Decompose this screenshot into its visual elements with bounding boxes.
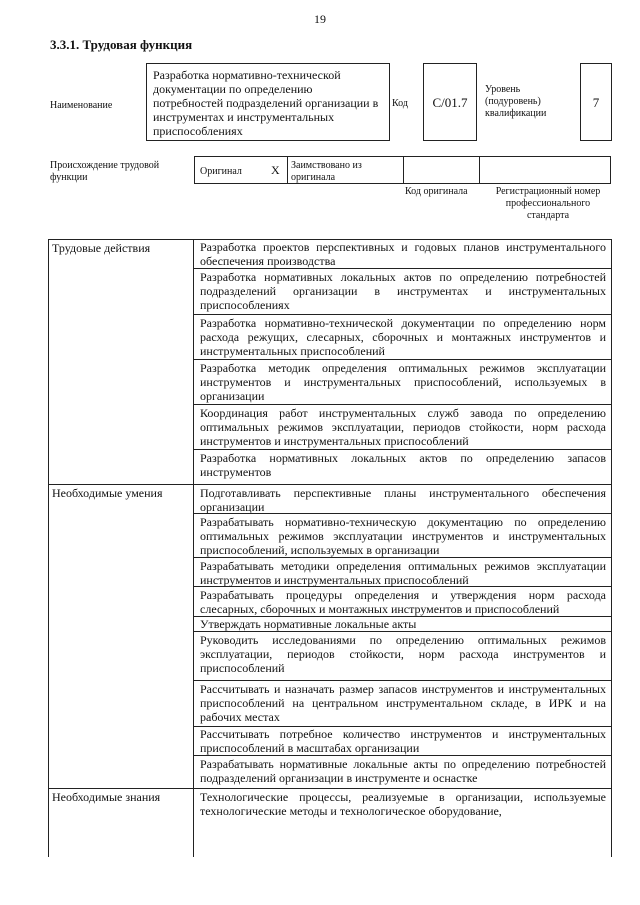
knowledge-item: Технологические процессы, реализуемые в организации, используемые технологические методы и технологическое оборудование, [200, 790, 606, 818]
labor-action-item: Координация работ инструментальных служб завода по определению оптимальных режимов эксплуатации, периодов стойкости, норм расхода инструментов и инструментальных приспособлений [200, 406, 606, 448]
original-label: Оригинал [200, 166, 242, 177]
skill-item: Рассчитывать и назначать размер запасов инструментов и инструментальных приспособлений на центральном инструментальном складе, в ИРК и на рабочих местах [200, 682, 606, 724]
level-value: 7 [592, 95, 600, 110]
table-right-border [611, 239, 612, 857]
origin-label: Происхождение трудовой функции [50, 160, 160, 183]
skill-item: Утверждать нормативные локальные акты [200, 617, 417, 631]
code-value: C/01.7 [432, 95, 468, 110]
name-value: Разработка нормативно-технической документации по определению потребностей подразделений организации в инструментах и инструментальных приспособлениях [153, 68, 379, 138]
section-divider [48, 484, 612, 485]
knowledge-label: Необходимые знания [52, 790, 161, 804]
row-divider [193, 359, 612, 360]
name-label: Наименование [50, 100, 113, 111]
row-divider [193, 268, 612, 269]
origin-divider-1 [287, 156, 288, 184]
row-divider [193, 449, 612, 450]
borrowed-label: Заимствовано из оригинала [291, 160, 362, 183]
skill-item: Разрабатывать нормативно-техническую документацию по определению оптимальных режимов эксплуатации инструментов и инструментальных приспособлений, используемых в организации [200, 515, 606, 557]
skill-item: Руководить исследованиями по определению оптимальных режимов эксплуатации, периодов стойкости, норм расхода инструментов и приспособлений [200, 633, 606, 675]
skill-item: Разрабатывать методики определения оптимальных режимов эксплуатации инструментов и инструментальных приспособлений [200, 559, 606, 587]
table-column-divider [193, 239, 194, 857]
row-divider [193, 314, 612, 315]
origin-divider-3 [479, 156, 480, 184]
skill-item: Рассчитывать потребное количество инструментов и инструментальных приспособлений в масштабах организации [200, 727, 606, 755]
code-value-box [423, 63, 477, 141]
code-label: Код [392, 98, 408, 109]
origin-divider-2 [403, 156, 404, 184]
name-value-box [146, 63, 390, 141]
section-divider [48, 788, 612, 789]
page-number: 19 [314, 12, 326, 26]
row-divider [193, 680, 612, 681]
row-divider [193, 755, 612, 756]
level-value-box [580, 63, 612, 141]
row-divider [193, 557, 612, 558]
skill-item: Разрабатывать нормативные локальные акты по определению потребностей подразделений организации в инструменте и оснастке [200, 757, 606, 785]
labor-action-item: Разработка нормативных локальных актов по определению потребностей подразделений организации в инструментах и инструментальных приспособлениях [200, 270, 606, 312]
level-label: Уровень (подуровень) квалификации [485, 84, 547, 119]
row-divider [193, 631, 612, 632]
section-title: 3.3.1. Трудовая функция [50, 37, 193, 52]
labor-action-item: Разработка нормативно-технической документации по определению норм расхода режущих, слесарных, сборочных и монтажных инструментов и инструментальных приспособлений [200, 316, 606, 358]
labor-action-item: Разработка проектов перспективных и годовых планов инструментального обеспечения производства [200, 240, 606, 268]
skills-label: Необходимые умения [52, 486, 163, 500]
skill-item: Подготавливать перспективные планы инструментального обеспечения организации [200, 486, 606, 514]
original-mark: X [271, 163, 280, 177]
row-divider [193, 404, 612, 405]
skill-item: Разрабатывать процедуры определения и утверждения норм расхода слесарных, сборочных и монтажных инструментов и приспособлений [200, 588, 606, 616]
reg-number-label: Регистрационный номер профессионального стандарта [495, 186, 601, 221]
code-original-label: Код оригинала [405, 186, 468, 197]
labor-action-item: Разработка нормативных локальных актов по определению запасов инструментов [200, 451, 606, 479]
labor-actions-label: Трудовые действия [52, 241, 151, 255]
labor-action-item: Разработка методик определения оптимальных режимов эксплуатации инструментов и инструментальных приспособлений, используемых в организации [200, 361, 606, 403]
